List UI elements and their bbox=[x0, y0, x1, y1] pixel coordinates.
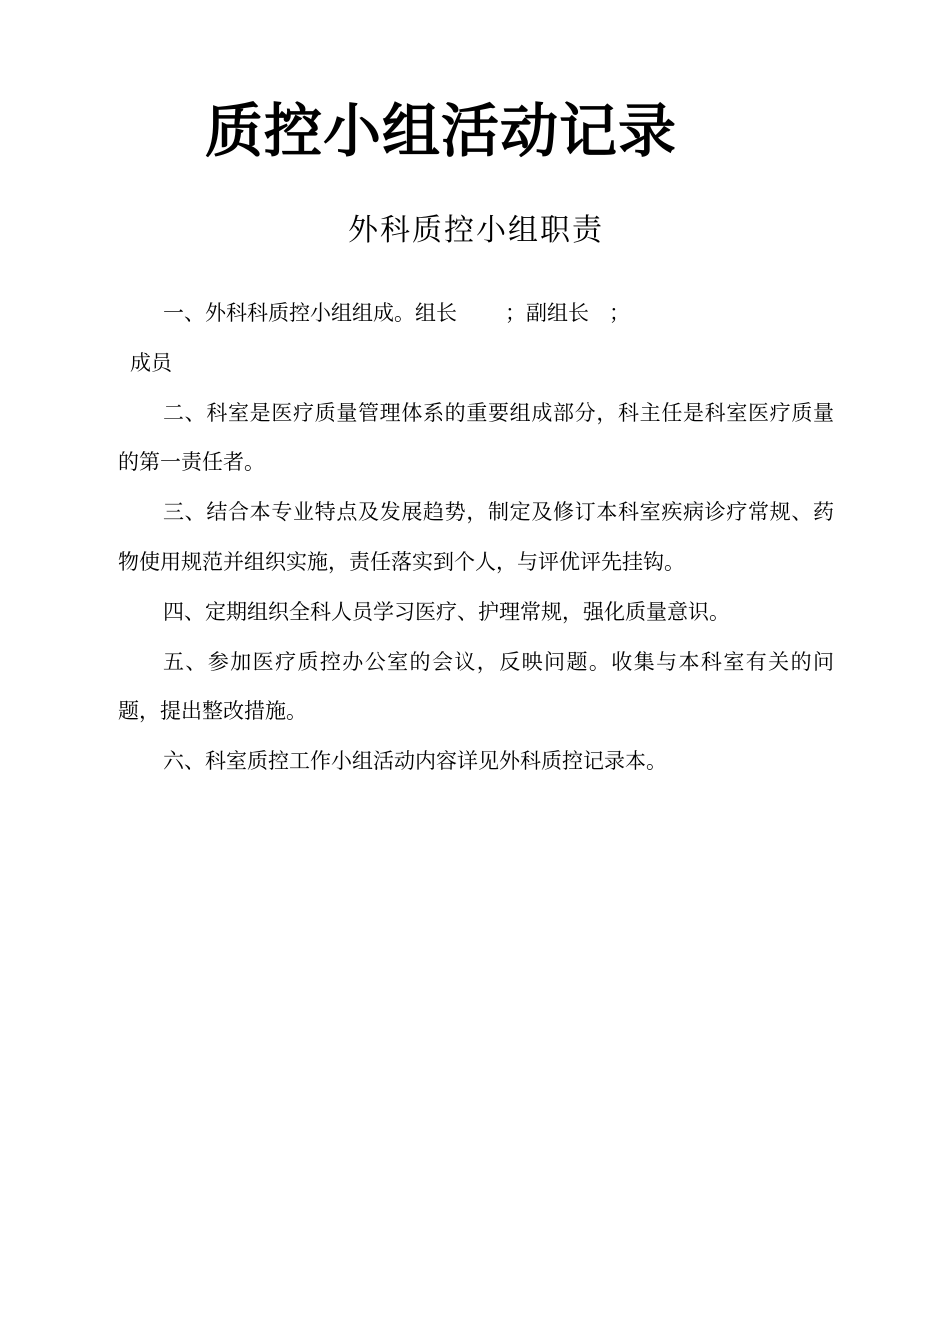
composition-deputy: ；副组长 bbox=[505, 301, 589, 325]
paragraph-6: 六、科室质控工作小组活动内容详见外科质控记录本。 bbox=[163, 749, 667, 774]
section-subtitle: 外科质控小组职责 bbox=[348, 213, 604, 248]
paragraph-4: 四、定期组织全科人员学习医疗、护理常规，强化质量意识。 bbox=[163, 599, 730, 624]
composition-paragraph bbox=[118, 289, 834, 339]
paragraph-5: 五、参加医疗质控办公室的会议，反映问题。收集与本科室有关的问题，提出整改措施。 bbox=[118, 649, 834, 724]
paragraph-3: 三、结合本专业特点及发展趋势，制定及修订本科室疾病诊疗常规、药物使用规范并组织实施，责任落实到个人，与评优评先挂钩。 bbox=[118, 500, 834, 574]
composition-end: ； bbox=[609, 301, 630, 325]
document-body bbox=[118, 289, 834, 787]
page-title: 质控小组活动记录 bbox=[205, 97, 678, 165]
paragraph-2: 二、科室是医疗质量管理体系的重要组成部分，科主任是科室医疗质量的第一责任者。 bbox=[118, 400, 834, 475]
composition-lead: 一、外科科质控小组组成。组长 bbox=[163, 301, 457, 325]
members-label: 成员 bbox=[130, 350, 172, 375]
